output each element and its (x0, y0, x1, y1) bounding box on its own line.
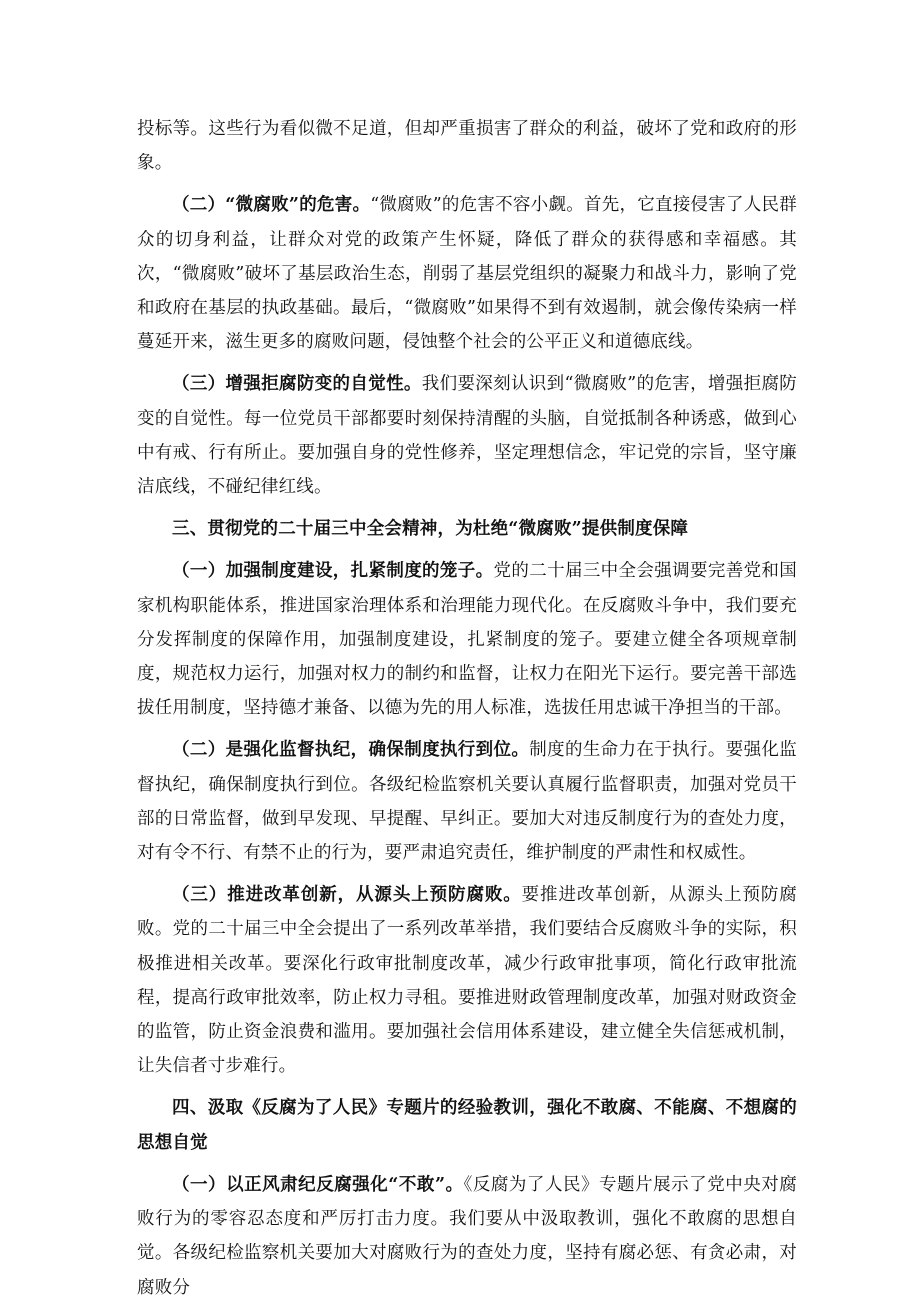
paragraph-text: “微腐败”的危害不容小觑。首先，它直接侵害了人民群众的切身利益，让群众对党的政策产生怀疑，降低了群众的获得感和幸福感。其次，“微腐败”破坏了基层政治生态，削弱了基层党组织的凝聚力和战斗力，影响了党和政府在基层的执政基础。最后，“微腐败”如果得不到有效遏制，就会像传染病一样蔓延开来，滋生更多的腐败问题，侵蚀整个社会的公平正义和道德底线。 (137, 195, 797, 353)
section-heading-three (137, 512, 797, 546)
paragraph-continuation (137, 112, 797, 180)
paragraph-anti-corruption-awareness (137, 367, 797, 504)
paragraph-text: 制度的生命力在于执行。要强化监督执纪，确保制度执行到位。各级纪检监察机关要认真履行监督职责，加强对党员干部的日常监督，做到早发现、早提醒、早纠正。要加大对违反制度行为的查处力度，对有令不行、有禁不止的行为，要严肃追究责任，维护制度的严肃性和权威性。 (137, 740, 797, 864)
paragraph-text: 我们要深刻认识到“微腐败”的危害，增强拒腐防变的自觉性。每一位党员干部都要时刻保持清醒的头脑，自觉抵制各种诱惑，做到心中有戒、行有所止。要加强自身的党性修养，坚定理想信念，牢记党的宗旨，坚守廉洁底线，不碰纪律红线。 (137, 374, 797, 498)
paragraph-text: 投标等。这些行为看似微不足道，但却严重损害了群众的利益，破坏了党和政府的形象。 (137, 119, 797, 174)
paragraph-lead: （三）推进改革创新，从源头上预防腐败。 (172, 885, 522, 906)
paragraph-lead: （二）是强化监督执纪，确保制度执行到位。 (172, 740, 530, 761)
paragraph-text: 要推进改革创新，从源头上预防腐败。党的二十届三中全会提出了一系列改革举措，我们要结合反腐败斗争的实际，积极推进相关改革。要深化行政审批制度改革，减少行政审批事项，简化行政审批流程，提高行政审批效率，防止权力寻租。要推进财政管理制度改革，加强对财政资金的监管，防止资金浪费和滥用。要加强社会信用体系建设，建立健全失信惩戒机制，让失信者寸步难行。 (137, 885, 797, 1077)
paragraph-supervision (137, 733, 797, 870)
document-body (137, 112, 797, 1305)
section-heading-four (137, 1091, 797, 1159)
section-heading-text: 三、贯彻党的二十届三中全会精神，为杜绝“微腐败”提供制度保障 (172, 519, 689, 540)
paragraph-micro-corruption-harm (137, 188, 797, 359)
paragraph-dare-not (137, 1168, 797, 1305)
paragraph-text: 党的二十届三中全会强调要完善党和国家机构职能体系，推进国家治理体系和治理能力现代化。在反腐败斗争中，我们要充分发挥制度的保障作用，加强制度建设，扎紧制度的笼子。要建立健全各项规章制度，规范权力运行，加强对权力的制约和监督，让权力在阳光下运行。要完善干部选拔任用制度，坚持德才兼备、以德为先的用人标准，选拔任用忠诚干净担当的干部。 (137, 561, 797, 719)
paragraph-lead: （一）以正风肃纪反腐强化“不敢”。 (172, 1174, 464, 1195)
paragraph-lead: （一）加强制度建设，扎紧制度的笼子。 (172, 561, 494, 582)
paragraph-lead: （二）“微腐败”的危害。 (172, 195, 371, 216)
paragraph-reform-innovation (137, 878, 797, 1083)
paragraph-system-building (137, 554, 797, 725)
paragraph-text: 《反腐为了人民》专题片展示了党中央对腐败行为的零容忍态度和严厉打击力度。我们要从中汲取教训，强化不敢腐的思想自觉。各级纪检监察机关要加大对腐败行为的查处力度，坚持有腐必惩、有贪必肃，对腐败分 (137, 1174, 797, 1298)
section-heading-text: 四、汲取《反腐为了人民》专题片的经验教训，强化不敢腐、不能腐、不想腐的思想自觉 (137, 1098, 797, 1153)
paragraph-lead: （三）增强拒腐防变的自觉性。 (172, 374, 422, 395)
